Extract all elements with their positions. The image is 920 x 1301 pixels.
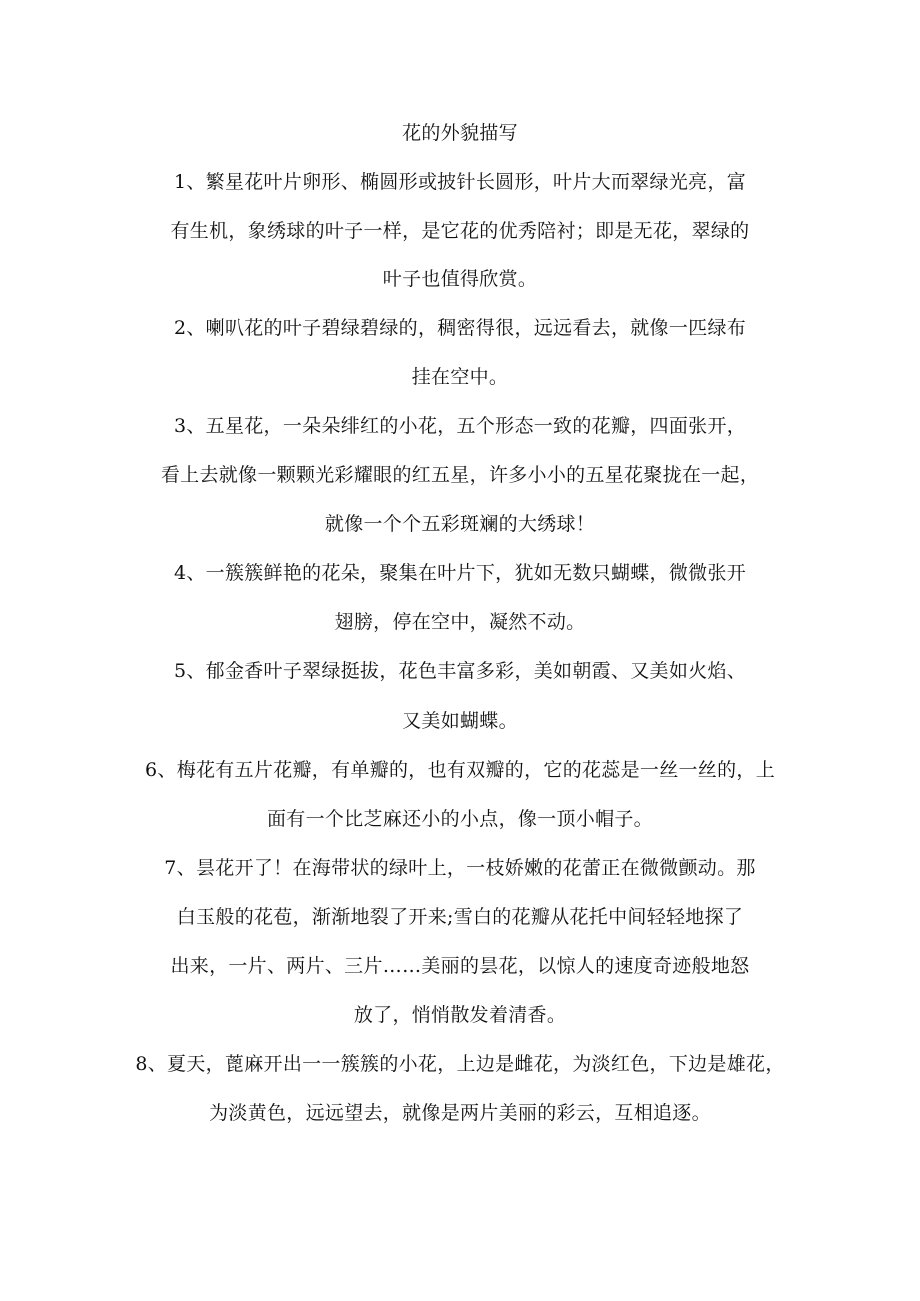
text-line: 看上去就像一颗颗光彩耀眼的红五星，许多小小的五星花聚拢在一起， — [160, 464, 760, 486]
text-line: 4、一簇簇鲜艳的花朵，聚集在叶片下，犹如无数只蝴蝶，微微张开 — [173, 562, 747, 584]
text-line: 1、繁星花叶片卵形、椭圆形或披针长圆形，叶片大而翠绿光亮，富 — [173, 171, 747, 193]
text-line: 有生机，象绣球的叶子一样，是它花的优秀陪衬；即是无花，翠绿的 — [170, 220, 750, 242]
text-line: 6、梅花有五片花瓣，有单瓣的，也有双瓣的，它的花蕊是一丝一丝的，上 — [145, 759, 775, 781]
text-line: 为淡黄色，远远望去，就像是两片美丽的彩云，互相追逐。 — [209, 1102, 711, 1124]
text-line: 又美如蝴蝶。 — [402, 710, 518, 732]
text-line: 7、昙花开了！在海带状的绿叶上，一枝娇嫩的花蕾正在微微颤动。那 — [164, 857, 756, 879]
text-line: 面有一个比芝麻还小的小点，像一顶小帽子。 — [266, 808, 653, 830]
text-line: 挂在空中。 — [411, 366, 509, 388]
text-line: 叶子也值得欣赏。 — [382, 268, 538, 290]
text-line: 翅膀，停在空中，凝然不动。 — [334, 611, 586, 633]
text-line: 3、五星花，一朵朵绯红的小花，五个形态一致的花瓣，四面张开， — [173, 415, 747, 437]
text-line: 就像一个个五彩斑斓的大绣球！ — [324, 513, 596, 535]
text-line: 5、郁金香叶子翠绿挺拔，花色丰富多彩，美如朝霞、又美如火焰、 — [173, 660, 747, 682]
text-line: 放了，悄悄散发着清香。 — [353, 1004, 567, 1026]
text-line: 出来，一片、两片、三片……美丽的昙花，以惊人的速度奇迹般地怒 — [170, 955, 750, 977]
document-title: 花的外貌描写 — [402, 122, 518, 144]
text-line: 8、夏天，蓖麻开出一一簇簇的小花，上边是雌花，为淡红色，下边是雄花， — [135, 1053, 785, 1075]
text-line: 白玉般的花苞，渐渐地裂了开来;雪白的花瓣从花托中间轻轻地探了 — [176, 906, 744, 928]
text-line: 2、喇叭花的叶子碧绿碧绿的，稠密得很，远远看去，就像一匹绿布 — [173, 317, 747, 339]
